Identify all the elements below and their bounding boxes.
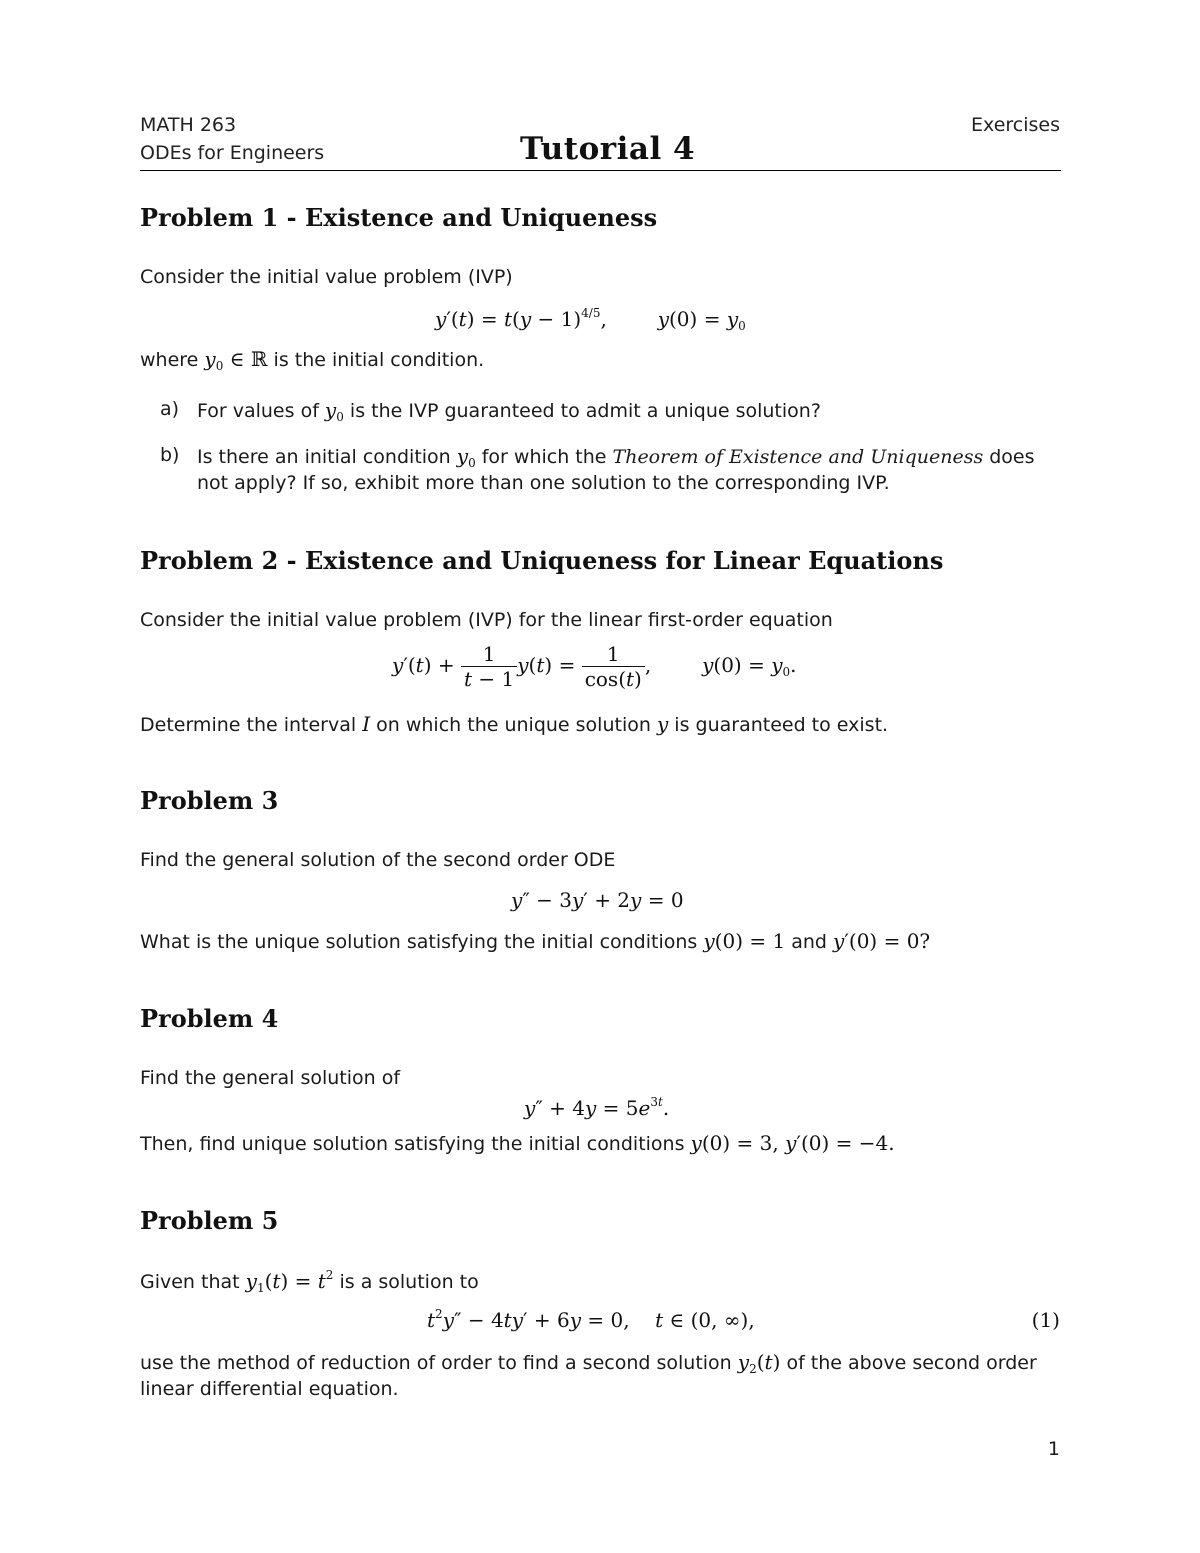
- problem1-b-label: b): [160, 444, 180, 466]
- problem2-determine: Determine the interval I on which the unique solution y is guaranteed to exist.: [140, 712, 889, 736]
- problem4-then: Then, find unique solution satisfying the initial conditions y(0) = 3, y′(0) = −4.: [140, 1131, 895, 1155]
- problem1-intro: Consider the initial value problem (IVP): [140, 266, 513, 288]
- problem5-equation: $t^2y'' - 4ty' + 6y = 0$, t ∈ (0, ∞),: [427, 1307, 755, 1332]
- problem3-heading: Problem 3: [140, 786, 279, 815]
- problem3-equation: y″ − 3y′ + 2y = 0: [511, 888, 684, 912]
- problem1-heading: Problem 1 - Existence and Uniqueness: [140, 203, 658, 232]
- problem2-heading: Problem 2 - Existence and Uniqueness for Linear Equations: [140, 546, 944, 575]
- problem1-a-label: a): [160, 398, 180, 420]
- course-code: MATH 263: [140, 114, 237, 136]
- header-category: Exercises: [971, 114, 1060, 136]
- problem1-equation: $y'(t) = t(y - 1)^{4/5}$, $y(0) = y_0$: [435, 306, 746, 333]
- page-title: Tutorial 4: [520, 131, 696, 167]
- problem5-equation-number: (1): [1031, 1308, 1060, 1332]
- problem1-b-text: Is there an initial condition $y_0$ for which the Theorem of Existence and Uniqueness does: [197, 444, 1035, 470]
- problem2-equation: y′(t) + $\frac{1}{t - 1}$ y(t) = $\frac{1}{\cos(t)}$ , $y(0) = y_0$.: [392, 642, 797, 691]
- problem5-use: use the method of reduction of order to find a second solution $y_2(t)$ of the above second order: [140, 1350, 1037, 1376]
- problem1-b-text-line2: not apply? If so, exhibit more than one solution to the corresponding IVP.: [197, 472, 890, 494]
- problem2-intro: Consider the initial value problem (IVP) for the linear first-order equation: [140, 609, 833, 631]
- problem3-intro: Find the general solution of the second order ODE: [140, 849, 616, 871]
- problem3-question: What is the unique solution satisfying the initial conditions y(0) = 1 and y′(0) = 0?: [140, 929, 931, 953]
- problem1-a-text: For values of $y_0$ is the IVP guaranteed to admit a unique solution?: [197, 398, 821, 424]
- problem5-heading: Problem 5: [140, 1206, 279, 1235]
- page-number: 1: [1047, 1438, 1060, 1460]
- problem5-use-line2: linear differential equation.: [140, 1378, 399, 1400]
- problem4-heading: Problem 4: [140, 1004, 279, 1033]
- problem4-equation: $y'' + 4y = 5e^{3t}$.: [524, 1095, 670, 1120]
- course-name: ODEs for Engineers: [140, 142, 325, 164]
- header-rule: [140, 170, 1061, 171]
- problem4-intro: Find the general solution of: [140, 1067, 401, 1089]
- problem5-given: Given that $y_1(t) = t^2$ is a solution to: [140, 1268, 479, 1295]
- problem1-where: where $y_0$ ∈ ℝ is the initial condition.: [140, 347, 485, 373]
